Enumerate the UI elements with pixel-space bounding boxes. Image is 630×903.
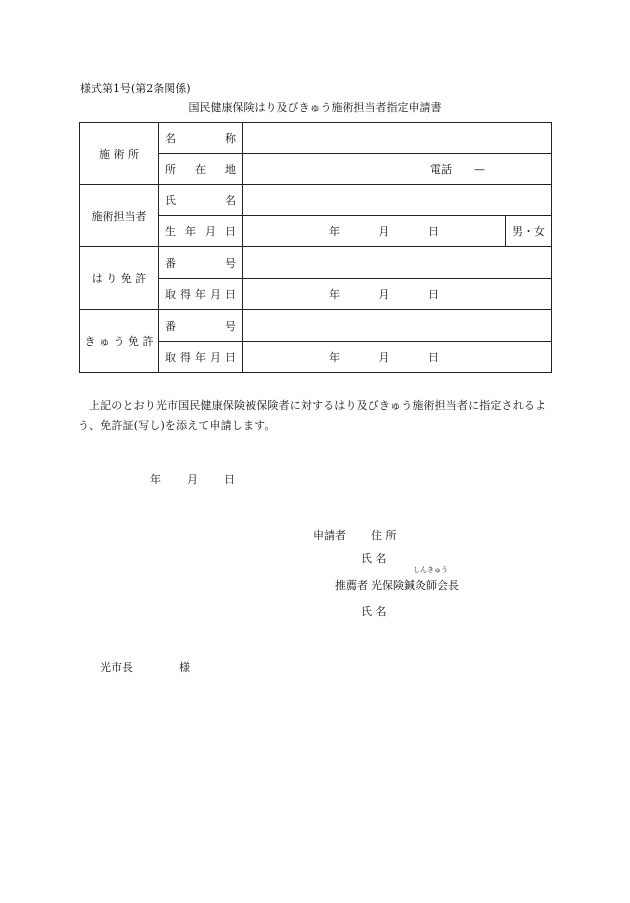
day-unit: 日 bbox=[428, 351, 439, 364]
practitioner-birth-field[interactable] bbox=[243, 216, 506, 247]
furigana-ruby: しんきゅう bbox=[413, 566, 448, 574]
practitioner-name-label: 氏名 bbox=[159, 185, 243, 216]
year-unit: 年 bbox=[150, 473, 161, 486]
document-title: 国民健康保険はり及びきゅう施術担当者指定申請書 bbox=[188, 101, 442, 114]
clinic-address-field[interactable] bbox=[243, 154, 552, 185]
birth-date bbox=[329, 223, 439, 239]
clinic-name-label: 名称 bbox=[159, 123, 243, 154]
practitioner-birth-label: 生年月日 bbox=[159, 216, 243, 247]
kyu-date-field[interactable] bbox=[243, 342, 552, 373]
day-unit: 日 bbox=[428, 225, 439, 238]
clinic-name-field[interactable] bbox=[243, 123, 552, 154]
hari-number-label: 番号 bbox=[159, 247, 243, 279]
clinic-address-label: 所在地 bbox=[159, 154, 243, 185]
applicant-address-label: 住 所 bbox=[371, 529, 397, 542]
year-unit: 年 bbox=[329, 225, 340, 238]
month-unit: 月 bbox=[187, 473, 198, 486]
application-table bbox=[79, 122, 552, 373]
kyu-date bbox=[329, 349, 439, 365]
applicant-name-label: 氏 名 bbox=[361, 552, 387, 565]
hari-date bbox=[329, 286, 439, 302]
application-statement: 上記のとおり光市国民健康保険被保険者に対するはり及びきゅう施術担当者に指定されるよう、免許証(写し)を添えて申請します。 bbox=[78, 399, 547, 432]
year-unit: 年 bbox=[329, 351, 340, 364]
addressee-honorific: 様 bbox=[179, 661, 190, 674]
hari-date-label: 取得年月日 bbox=[159, 279, 243, 310]
addressee-name: 光市長 bbox=[100, 661, 133, 674]
clinic-phone bbox=[430, 161, 485, 177]
practitioner-name-field[interactable] bbox=[243, 185, 552, 216]
kyu-section-label: き ゅ う 免 許 bbox=[80, 310, 159, 373]
month-unit: 月 bbox=[378, 288, 390, 301]
phone-label: 電話 bbox=[430, 163, 452, 176]
recommender-role: 推薦者 bbox=[335, 579, 368, 592]
addressee bbox=[100, 659, 190, 675]
year-unit: 年 bbox=[329, 288, 340, 301]
month-unit: 月 bbox=[378, 351, 390, 364]
kyu-number-label: 番号 bbox=[159, 310, 243, 342]
hari-date-field[interactable] bbox=[243, 279, 552, 310]
hari-section-label: は り 免 許 bbox=[80, 247, 159, 310]
day-unit: 日 bbox=[224, 473, 235, 486]
phone-dash: — bbox=[474, 163, 485, 176]
recommender-organization: 光保険鍼灸師会長 bbox=[371, 579, 459, 592]
day-unit: 日 bbox=[428, 288, 439, 301]
applicant-role: 申請者 bbox=[313, 529, 346, 542]
clinic-section-label: 施 術 所 bbox=[80, 123, 159, 185]
recommender-name-label: 氏 名 bbox=[361, 605, 387, 618]
form-number: 様式第1号(第2条関係) bbox=[80, 82, 191, 95]
hari-number-field[interactable] bbox=[243, 247, 552, 279]
application-date[interactable] bbox=[150, 471, 235, 487]
month-unit: 月 bbox=[378, 225, 390, 238]
kyu-number-field[interactable] bbox=[243, 310, 552, 342]
kyu-date-label: 取得年月日 bbox=[159, 342, 243, 373]
practitioner-section-label: 施術担当者 bbox=[80, 185, 159, 247]
gender-choice[interactable]: 男・女 bbox=[506, 216, 552, 247]
